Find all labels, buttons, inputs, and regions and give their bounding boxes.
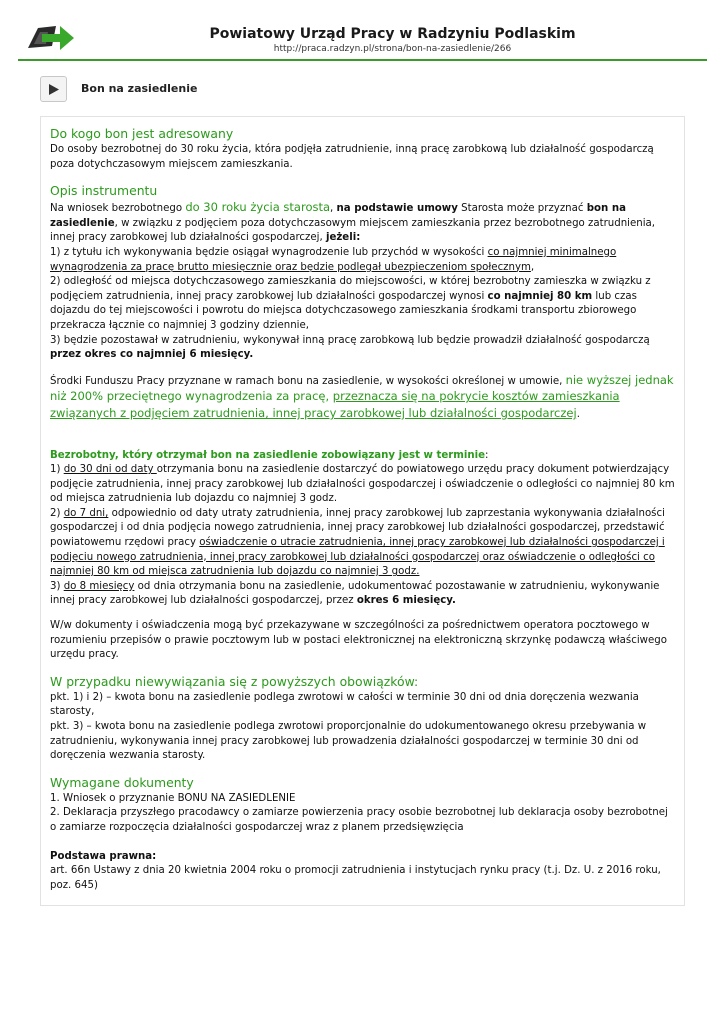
obligations-heading: Bezrobotny, który otrzymał bon na zasiedlenie zobowiązany jest w terminie:	[50, 449, 489, 461]
page-header	[0, 0, 725, 62]
legal-basis-text: art. 66n Ustawy z dnia 20 kwietnia 2004 roku o promocji zatrudnienia i instytucjach rynku pracy (t.j. Dz. U. z 2016 roku, poz. 645)	[50, 865, 661, 891]
obligation-2: 2) do 7 dni, odpowiednio od daty utraty zatrudnienia, innej pracy zarobkowej lub zaprzestania wykonywania działalności gospodarczej i od dnia podjęcia nowego zatrudnienia, innej pracy zarobkowej lub działalności gospodarczej, przedstawić powiatowemu rzędowi pracy oświadczenie o utracie zatrudnienia, innej pracy zarobkowej lub działalności gospodarczej i podjęciu nowego zatrudnienia, innej pracy zarobkowej lub działalności gospodarczej oraz oświadczenie o odległości co najmniej 80 km od miejsca zatrudnienia lub dojazdu co najmniej 3 godz.	[50, 507, 665, 578]
site-title: Powiatowy Urząd Pracy w Radzyniu Podlaskim	[209, 26, 576, 42]
condition-2: 2) odległość od miejsca dotychczasowego zamieszkania do miejscowości, w której bezrobotny zamieszka w związku z podjęciem zatrudnienia, innej pracy zarobkowej lub działalności gospodarczej wynosi co najmniej 80 km lub czas dojazdu do tej miejscowości i powrotu do miejsca dotychczasowego zamieszkania środkami transportu zbiorowego przekracza łącznie co najmniej 3 godziny dziennie,	[50, 276, 651, 331]
section-heading-failure: W przypadku niewywiązania się z powyższych obowiązków:	[50, 673, 419, 689]
documents-delivery-note: W/w dokumenty i oświadczenia mogą być przekazywane w szczególności za pośrednictwem operatora pocztowego w rozumieniu przepisów o prawie pocztowym lub w postaci elektronicznej na elektroniczną skrzynkę podawczą właściwego urzędu pracy.	[50, 620, 667, 661]
page-url: http://praca.radzyn.pl/strona/bon-na-zasiedlenie/266	[273, 44, 512, 54]
article-content	[40, 116, 685, 906]
obligation-1: 1) do 30 dni od daty otrzymania bonu na zasiedlenie dostarczyć do powiatowego urzędu pracy dokument potwierdzający podjęcie zatrudnienia, innej pracy zarobkowej lub działalności gospodarczej i oświadczenie o odległości co najmniej 80 km od miejsca zatrudnienia lub dojazdu co najmniej 3 godz.	[50, 464, 675, 505]
breadcrumb	[0, 74, 725, 118]
funds-paragraph: Środki Funduszu Pracy przyznane w ramach bonu na zasiedlenie, w wysokości określonej w umowie, nie wyższej jednak niż 200% przeciętnego wynagrodzenia za pracę, przeznacza się na pokrycie kosztów zamieszkania związanych z podjęciem zatrudnienia, innej pracy zarobkowej lub działalności gospodarczej.	[50, 372, 674, 420]
obligation-3: 3) do 8 miesięcy od dnia otrzymania bonu na zasiedlenie, udokumentować pozostawanie w zatrudnieniu, wykonywanie innej pracy zarobkowej lub działalności gospodarczej, przez okres 6 miesięcy.	[50, 580, 660, 607]
condition-3: 3) będzie pozostawał w zatrudnieniu, wykonywał inną pracę zarobkową lub będzie prowadził działalność gospodarczą przez okres co najmniej 6 miesięcy.	[50, 334, 650, 361]
condition-1: 1) z tytułu ich wykonywania będzie osiągał wynagrodzenie lub przychód w wysokości co najmniej minimalnego wynagrodzenia za pracę brutto miesięcznie oraz będzie podlegał ubezpieczeniom społecznym,	[50, 246, 617, 273]
section-heading-addressee: Do kogo bon jest adresowany	[50, 126, 234, 141]
addressee-text: Do osoby bezrobotnej do 30 roku życia, która podjęła zatrudnienie, inną pracę zarobkową lub działalność gospodarczą poza dotychczasowym miejscem zamieszkania.	[50, 144, 654, 170]
document-item: 2. Deklaracja przyszłego pracodawcy o zamiarze powierzenia pracy osobie bezrobotnej lub deklaracja osoby bezrobotnej o zamiarze rozpoczęcia działalności gospodarczej wraz z planem przedsięwzięcia	[50, 807, 668, 833]
legal-basis-label: Podstawa prawna:	[50, 850, 157, 862]
failure-point-1: pkt. 1) i 2) – kwota bonu na zasiedlenie podlega zwrotowi w całości w terminie 30 dni od dnia doręczenia wezwania starosty,	[50, 691, 639, 718]
play-arrow-icon	[49, 84, 59, 95]
failure-point-2: pkt. 3) – kwota bonu na zasiedlenie podlega zwrotowi proporcjonalnie do udokumentowanego okresu przebywania w zatrudnieniu, wykonywania innej pracy zarobkowej lub prowadzenia działalności gospodarczej w terminie 30 dni od doręczenia wezwania starosty.	[50, 721, 647, 762]
page-title: Bon na zasiedlenie	[81, 82, 198, 95]
document-item: 1. Wniosek o przyznanie BONU NA ZASIEDLENIE	[50, 792, 296, 804]
section-heading-documents: Wymagane dokumenty	[50, 774, 194, 790]
description-intro: Na wniosek bezrobotnego do 30 roku życia starosta, na podstawie umowy Starosta może przyznać bon na zasiedlenie, w związku z podjęciem poza dotychczasowym miejscem zamieszkania przez bezrobotnego zatrudnienia, innej pracy zarobkowej lub działalności gospodarczej, jeżeli:	[50, 200, 656, 244]
header-divider	[18, 59, 707, 61]
section-heading-description: Opis instrumentu	[50, 183, 158, 199]
breadcrumb-button[interactable]	[40, 76, 67, 102]
